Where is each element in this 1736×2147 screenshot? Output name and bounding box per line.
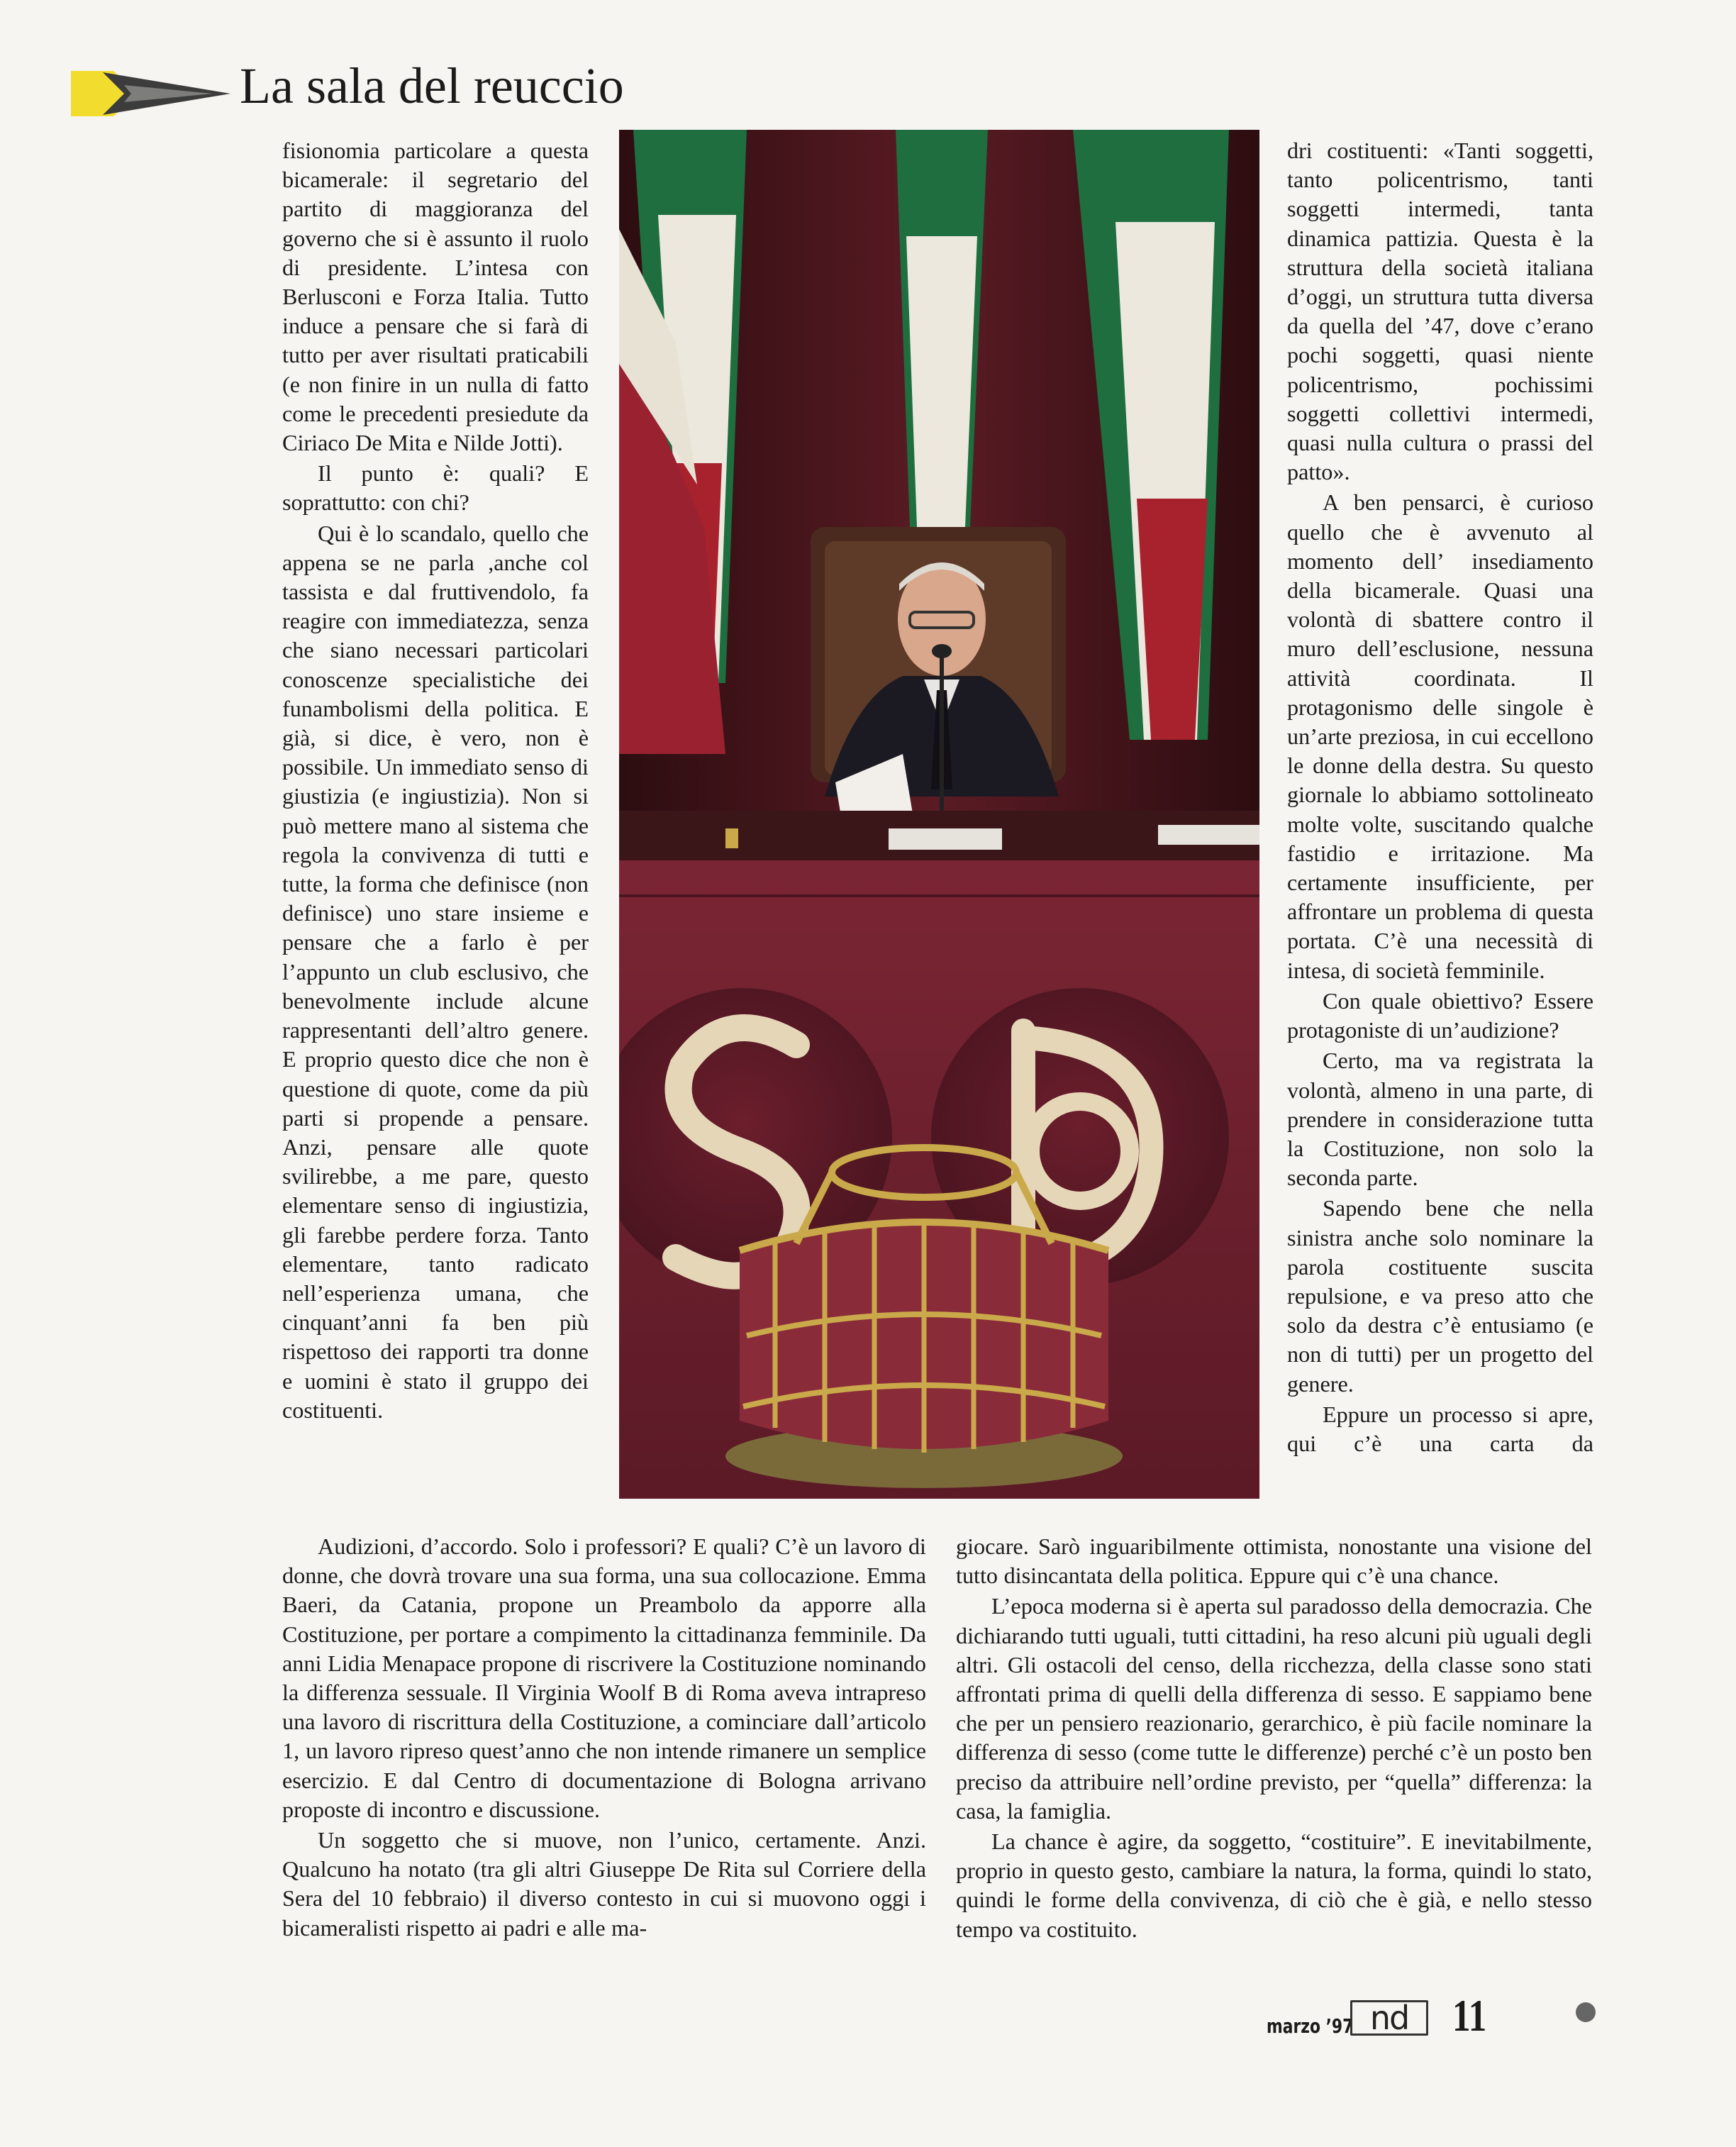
paragraph: Sapendo bene che nella sinistra anche solo nominare la parola costituente suscita repulsione, e va preso atto che solo da destra c’è entusiamo (e non di tutti) per un progetto del genere. [1287, 1195, 1593, 1397]
paragraph: Con quale obiettivo? Essere protagoniste di un’audizione? [1287, 987, 1593, 1043]
end-mark-icon [1576, 2002, 1596, 2022]
issue-date: marzo ’97 [1267, 2014, 1354, 2038]
paragraph: Qui è lo scandalo, quello che appena se ne parla ,anche col tassista e dal fruttivendolo, fa reagire con immediatezza, senza che siano necessari particolari conoscenze specialistiche dei funambolismi della politica. E già, si dice, è vero, non è possibile. Un immediato senso di giustizia (e ingiustizia). Non si può mettere mano al sistema che regola la convivenza di tutti e tutte, la forma che definisce (non definisce) uno stare insieme e pensare che a farlo è per l’appunto un club esclusivo, che benevolmente include alcune rappresentanti dell’altro genere. E proprio questo dice che non è questione di quote, come da più parti si propende a pensare. Anzi, pensare alle quote svilirebbe, a me pare, questo elementare senso di ingiustizia, gli farebbe perdere forza. Tanto elementare, tanto radicato nell’esperienza umana, che cinquant’anni fa ben più rispettoso dei rapporti tra donne e uomini è stato il gruppo dei costituenti. [282, 520, 589, 1423]
paragraph: Il punto è: quali? E soprattutto: con chi? [282, 460, 589, 516]
paragraph: dri costituenti: «Tanti soggetti, tanto policentrismo, tanti soggetti intermedi, tanta dinamica pattizia. Questa è la struttura della società italiana d’oggi, un struttura tutta diversa da quella del ’47, dove c’erano pochi soggetti, quasi niente policentrismo, pochissimi soggetti collettivi intermedi, quasi nulla cultura o prassi del patto». [1287, 138, 1593, 485]
paragraph: Eppure un processo si apre, qui c’è una carta da [1287, 1401, 1593, 1456]
text-column-left [282, 136, 589, 1425]
paragraph: giocare. Sarò inguaribilmente ottimista, nonostante una visione del tutto disincantata della politica. Eppure qui c’è una chance. [956, 1533, 1592, 1589]
section-arrow-icon [71, 65, 230, 122]
magazine-logo: nd [1350, 2000, 1428, 2036]
paragraph: Audizioni, d’accordo. Solo i professori? E quali? C’è un lavoro di donne, che dovrà trovare una sua forma, una sua collocazione. Emma Baeri, da Catania, propone un Preambolo da apporre alla Costituzione, per portare a compimento la cittadinanza femminile. Da anni Lidia Menapace propone di riscrivere la Costituzione nominando la differenza sessuale. Il Virginia Woolf B di Roma aveva intrapreso una lavoro di riscrittura della Costituzione, a cominciare dall’articolo 1, un lavoro ripreso quest’anno che non intende rimanere un semplice esercizio. E dal Centro di documentazione di Bologna arrivano proposte di incontro e discussione. [282, 1533, 926, 1822]
paragraph: Un soggetto che si muove, non l’unico, certamente. Anzi. Qualcuno ha notato (tra gli altri Giuseppe De Rita sul Corriere della Sera del 10 febbraio) il diverso contesto in cui si muovono oggi i bicameralisti rispetto ai padri e alle ma- [282, 1827, 926, 1941]
assembly-photo [619, 130, 1259, 1499]
paragraph: A ben pensarci, è curioso quello che è avvenuto al momento dell’ insediamento della bicamerale. Quasi una volontà di sbattere contro il muro dell’esclusione, nessuna attività coordinata. Il protagonismo delle singole è un’arte preziosa, in cui eccellono le donne della destra. Su questo giornale lo abbiamo sottolineato molte volte, suscitando qualche fastidio e irritazione. Ma certamente insufficiente, per affrontare un problema di questa portata. C’è una necessità di intesa, di società femminile. [1287, 489, 1593, 983]
paragraph: L’epoca moderna si è aperta sul paradosso della democrazia. Che dichiarando tutti uguali, tutti cittadini, ha reso alcuni più uguali degli altri. Gli ostacoli del censo, della ricchezza, della classe sono stati affrontati prima di quelli della differenza di sesso. E sappiamo bene che per un pensiero reazionario, gerarchico, è più facile nominare la differenza di sesso (come tutte le differenze) perché c’è un posto ben preciso da attribuire nell’ordine previsto, per “quella” differenza: la casa, la famiglia. [956, 1593, 1592, 1824]
paragraph: fisionomia particolare a questa bicamerale: il segretario del partito di maggioranza del governo che si è assunto il ruolo di presidente. L’intesa con Berlusconi e Forza Italia. Tutto induce a pensare che si farà di tutto per aver risultati praticabili (e non finire in un nulla di fatto come le precedenti presiedute da Ciriaco De Mita e Nilde Jotti). [282, 138, 589, 456]
text-block-bottom-right [956, 1532, 1592, 1944]
paragraph: La chance è agire, da soggetto, “costituire”. E inevitabilmente, proprio in questo gesto, cambiare la natura, la forma, quindi lo stato, quindi le forme della convivenza, di ciò che è già, e nello stesso tempo va costituito. [956, 1829, 1592, 1942]
paragraph: Certo, ma va registrata la volontà, almeno in una parte, di prendere in considerazione tutta la Costituzione, non solo la seconda parte. [1287, 1048, 1593, 1191]
article-title: La sala del reuccio [240, 57, 624, 114]
text-block-bottom-left [282, 1532, 926, 1943]
text-column-right [1287, 136, 1593, 1458]
page-number: 11 [1452, 1990, 1487, 2041]
